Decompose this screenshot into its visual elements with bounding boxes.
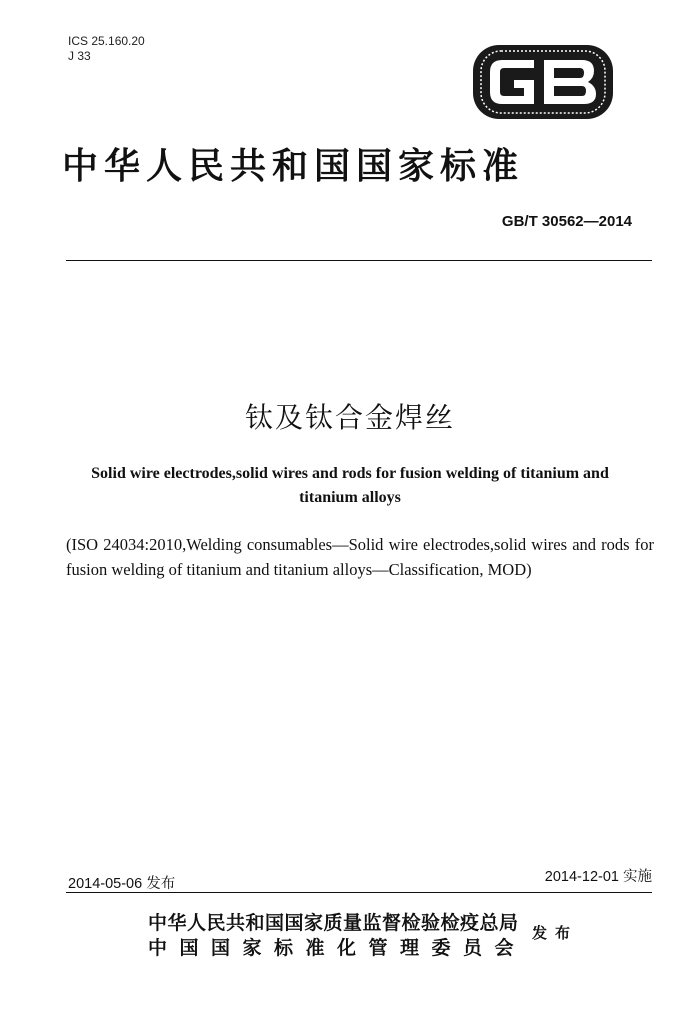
ccs-code: J 33: [68, 49, 91, 63]
issue-date: 2014-05-06 发布: [68, 876, 176, 892]
national-standard-title: 中华人民共和国国家标准: [62, 145, 525, 187]
english-title-line-2: titanium alloys: [299, 489, 401, 506]
publish-label: 发布: [532, 924, 579, 942]
gb-logo: [472, 44, 614, 120]
issuer-sac: 中国国家标准化管理委员会: [148, 937, 527, 959]
ics-code: ICS 25.160.20: [68, 34, 145, 48]
implementation-date: 2014-12-01 实施: [544, 869, 652, 885]
english-title-line-1: Solid wire electrodes,solid wires and rods for fusion welding of titanium and: [91, 465, 609, 482]
standard-number: GB/T 30562—2014: [501, 213, 632, 230]
issuer-aqsiq: 中华人民共和国国家质量监督检验检疫总局: [148, 912, 519, 934]
header-divider: [66, 260, 652, 261]
english-title: [70, 462, 630, 510]
classification-codes: [68, 34, 145, 64]
chinese-title: 钛及钛合金焊丝: [244, 401, 455, 434]
footer-divider: [66, 892, 652, 893]
logo-text: GB: [542, 114, 544, 115]
iso-reference: (ISO 24034:2010,Welding consumables—Solid wire electrodes,solid wires and rods for fusion welding of titanium and titanium alloys—Classification, MOD): [66, 535, 654, 579]
